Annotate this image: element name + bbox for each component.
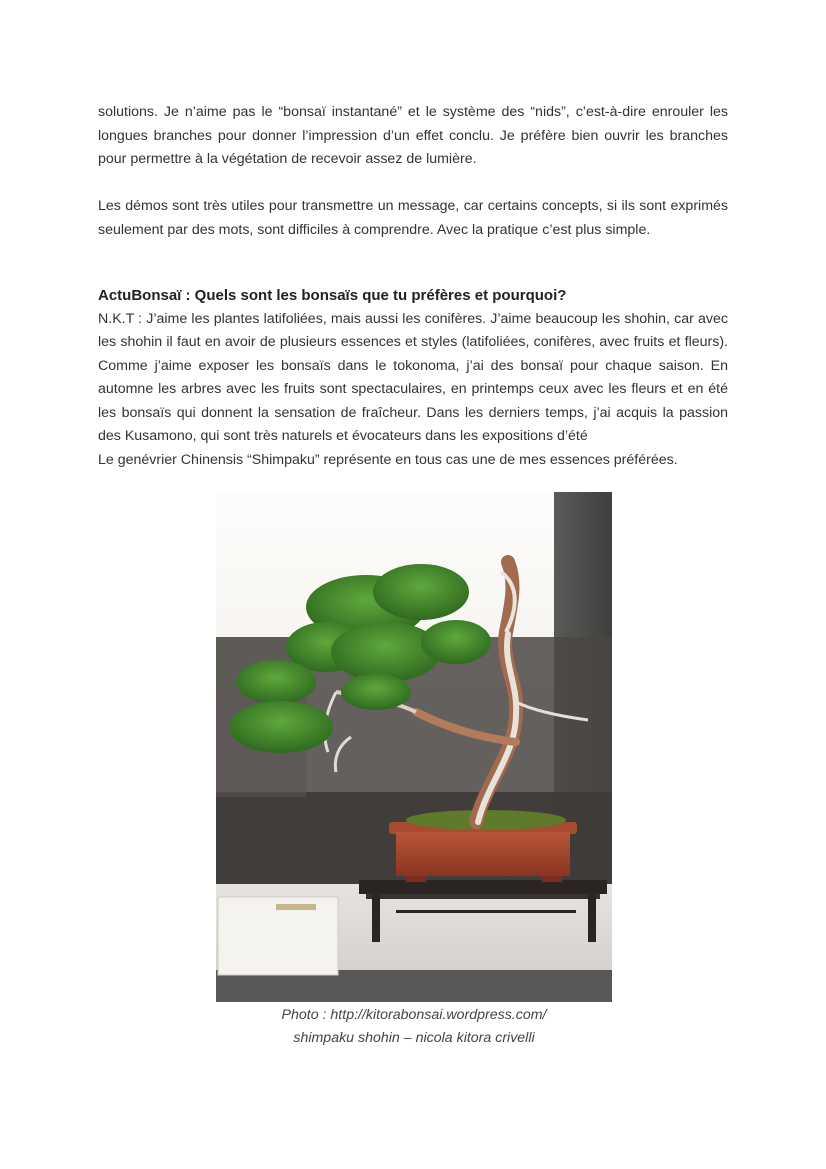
- paragraph-solutions: solutions. Je n’aime pas le “bonsaï instantané” et le système des “nids”, c’est-à-dire enrouler les longues branches pour donner l’impression d’un effet conclu. Je préfère bien ouvrir les branches pour permettre à la végétation de recevoir assez de lumière.: [98, 104, 728, 167]
- photo-caption-title: shimpaku shohin – nicola kitora crivelli: [293, 1030, 535, 1046]
- interview-section: [98, 284, 728, 472]
- interview-answer: N.K.T : J’aime les plantes latifoliées, mais aussi les conifères. J’aime beaucoup les shohin, car avec les shohin il faut en avoir de plusieurs essences et styles (latifoliées, conifères, avec fruits et fleurs). Comme j’aime exposer les bonsaïs dans le tokonoma, j’ai des bonsaï pour chaque saison. En automne les arbres avec les fruits sont spectaculaires, en printemps ceux avec les fleurs et en été les bonsaïs qui donnent la sensation de fraîcheur. Dans les derniers temps, j’ai acquis la passion des Kusamono, qui sont très naturels et évocateurs dans les expositions d’été: [98, 310, 728, 444]
- interview-question: ActuBonsaï : Quels sont les bonsaïs que tu préfères et pourquoi?: [98, 287, 567, 304]
- photo-caption-source: Photo : http://kitorabonsai.wordpress.com/: [281, 1007, 547, 1023]
- paragraph-demos: Les démos sont très utiles pour transmettre un message, car certains concepts, si ils sont exprimés seulement par des mots, sont difficiles à comprendre. Avec la pratique c’est plus simple.: [98, 198, 728, 238]
- interview-answer-tail: Le genévrier Chinensis “Shimpaku” représente en tous cas une de mes essences préférées.: [98, 451, 678, 468]
- bonsai-photo: [216, 492, 612, 1002]
